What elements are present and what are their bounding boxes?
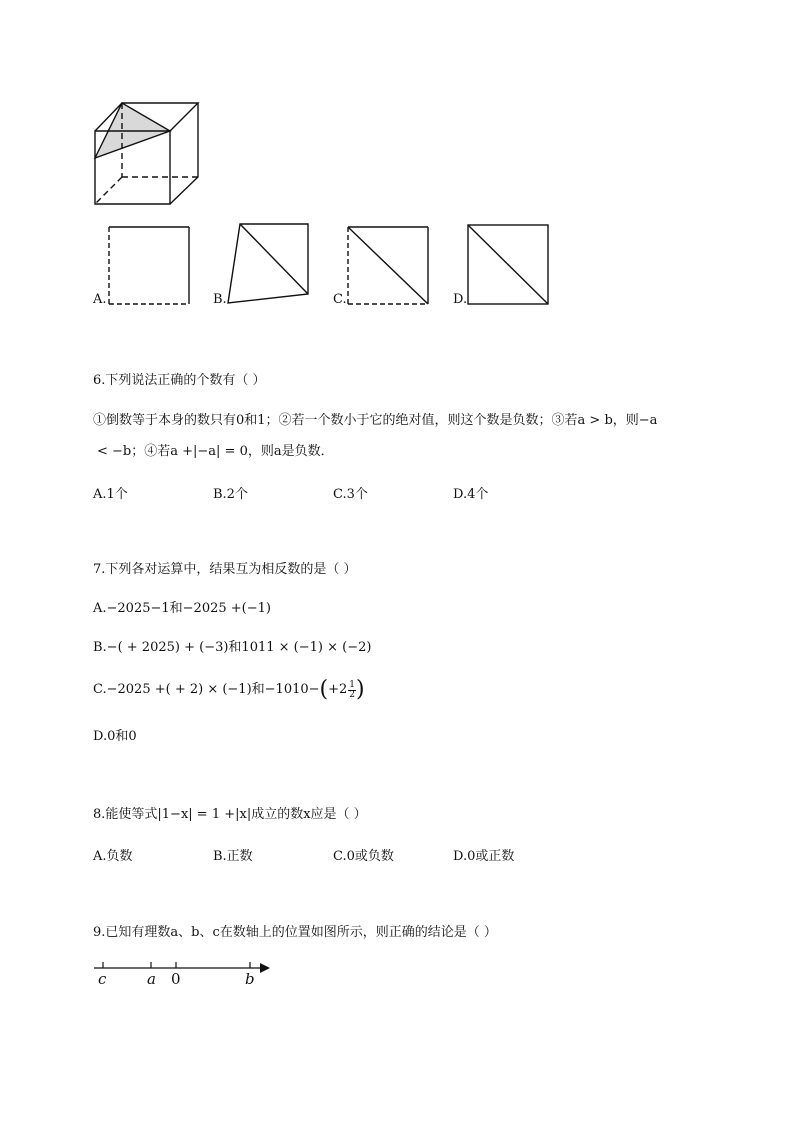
q5-option-a-label: A. (93, 292, 107, 307)
q5-option-c-label: C. (333, 292, 347, 307)
q5-option-d-figure (460, 220, 550, 305)
q6-stem: 6.下列说法正确的个数有（ ） (93, 373, 266, 388)
q6-option-a: A.1个 (93, 487, 128, 502)
q5-option-b-figure (225, 220, 315, 305)
axis-label-b: b (245, 970, 255, 988)
q6-option-b: B.2个 (213, 487, 248, 502)
q7-option-c-paren-open: ( (319, 677, 329, 702)
q8-option-a: A.负数 (93, 849, 133, 864)
q8-option-c: C.0或负数 (333, 849, 394, 864)
q7-option-c (93, 679, 365, 701)
q7-option-d: D.0和0 (93, 729, 137, 744)
cube-figure (90, 98, 210, 213)
q8-option-b: B.正数 (213, 849, 253, 864)
axis-label-a: a (147, 970, 156, 988)
q6-option-d: D.4个 (453, 487, 489, 502)
q9-stem: 9.已知有理数a、b、c在数轴上的位置如图所示，则正确的结论是（ ） (93, 925, 497, 940)
q7-option-c-sign: +2 (328, 682, 348, 697)
q7-option-a: A.−2025−1和−2025 +(−1) (93, 601, 271, 616)
q6-statement-line2: < −b；④若a +|−a| = 0，则a是负数． (97, 444, 334, 459)
q7-option-b: B.−( + 2025) + (−3)和1011 × (−1) × (−2) (93, 640, 372, 655)
q7-option-c-numerator: 1 (349, 679, 356, 690)
q7-option-c-text: C.−2025 +( + 2) × (−1)和−1010− (93, 682, 320, 697)
q5-option-b-label: B. (213, 292, 227, 307)
q8-option-d: D.0或正数 (453, 849, 515, 864)
q7-option-c-paren-close: ) (356, 677, 365, 702)
axis-label-zero: 0 (171, 970, 181, 988)
axis-label-c: c (98, 970, 107, 988)
q6-option-c: C.3个 (333, 487, 368, 502)
q7-option-c-fraction (348, 681, 356, 700)
q7-stem: 7.下列各对运算中，结果互为相反数的是（ ） (93, 562, 357, 577)
q6-statement-line1: ①倒数等于本身的数只有0和1；②若一个数小于它的绝对值，则这个数是负数；③若a > b，则−a (93, 413, 658, 428)
q8-stem: 8.能使等式|1−x| = 1 +|x|成立的数x应是（ ） (93, 807, 367, 822)
q5-option-a-figure (100, 220, 190, 305)
q5-option-d-label: D. (453, 292, 468, 307)
q5-option-c-figure (340, 220, 430, 305)
q7-option-c-denominator: 2 (349, 689, 356, 700)
